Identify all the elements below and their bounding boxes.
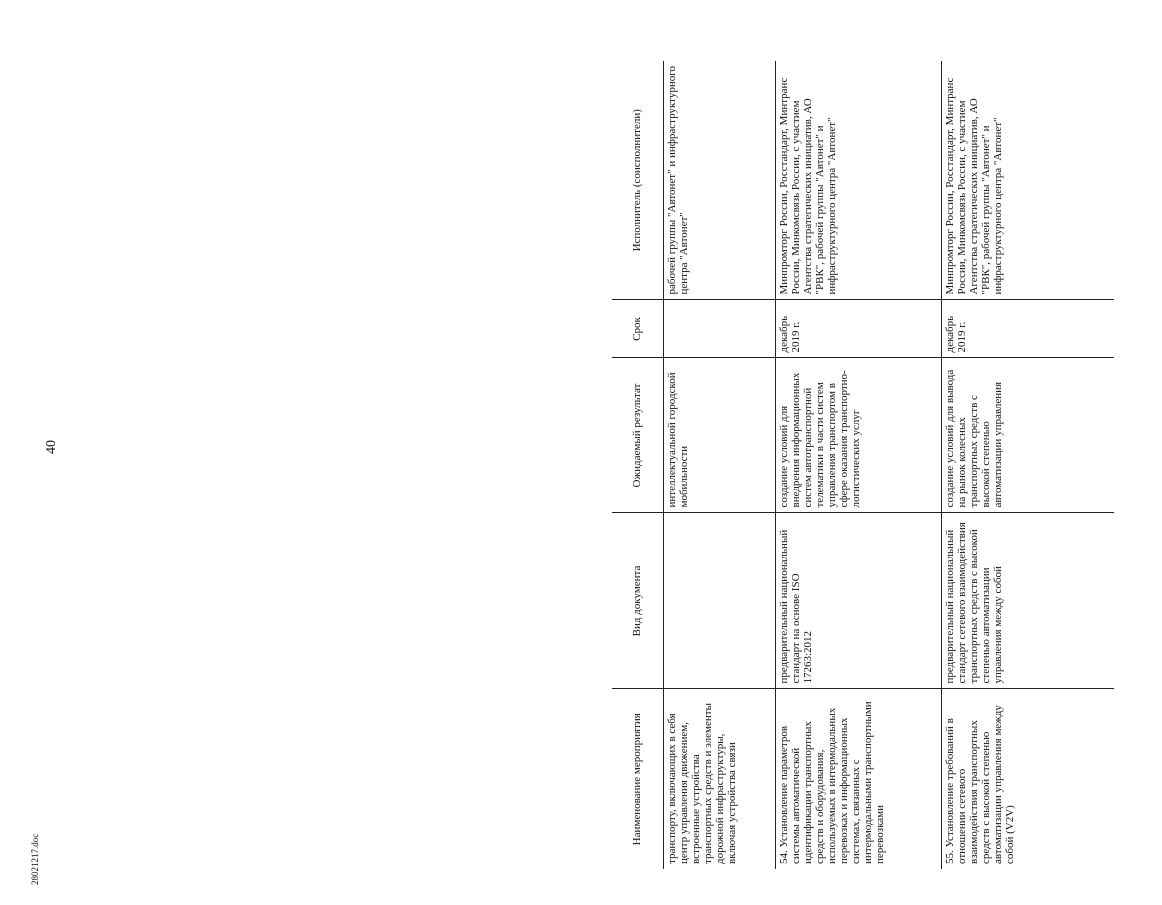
measures-table (612, 61, 1114, 869)
table-header-row (612, 61, 664, 869)
header-deadline: Срок (612, 300, 664, 358)
cell-executor: рабочей группы "Автонет" и инфраструктурного центра "Автонет" (664, 61, 776, 300)
cell-doc-type: предварительный национальный стандарт сетевого взаимодействия транспортных средств с высокой степенью автоматизации управления между собой (942, 513, 1115, 689)
cell-deadline: декабрь 2019 г. (776, 300, 942, 358)
cell-result: интеллектуальной городской мобильности (664, 358, 776, 513)
rotated-table-wrapper (612, 61, 1162, 869)
cell-doc-type: предварительный национальный стандарт на основе ISO 17263:2012 (776, 513, 942, 689)
header-doc-type: Вид документа (612, 513, 664, 689)
cell-deadline (664, 300, 776, 358)
page-number: 40 (44, 440, 59, 454)
table-row (664, 61, 776, 869)
cell-executor: Минпромторг России, Росстандарт, Минтранс России, Минкомсвязь России, с участием Агентства стратегических инициатив, АО "РВК", рабочей группы "Автонет" и инфраструктурного центра "Автонет" (776, 61, 942, 300)
cell-name: 55. Установление требований в отношении сетевого взаимодействия транспортных средств с высокой степенью автоматизации управления между собой (V2V) (942, 689, 1115, 869)
cell-result: создание условий для вывода на рынок колесных транспортных средств с высокой степенью автоматизации управления (942, 358, 1115, 513)
cell-deadline: декабрь 2019 г. (942, 300, 1115, 358)
cell-result: создание условий для внедрения информационных систем автотранспортной телематики в части систем управления транспортом в сфере оказания транспортно-логистических услуг (776, 358, 942, 513)
cell-executor: Минпромторг России, Росстандарт, Минтранс России, Минкомсвязь России, с участием Агентства стратегических инициатив, АО "РВК", рабочей группы "Автонет" и инфраструктурного центра "Автонет" (942, 61, 1115, 300)
table-row (776, 61, 942, 869)
cell-name: 54. Установление параметров системы автоматической идентификации транспортных средств и оборудования, используемых в интермодальных перевозках и информационных системах, связанных с интермодальными транспортными перевозками (776, 689, 942, 869)
cell-doc-type (664, 513, 776, 689)
header-name: Наименование мероприятия (612, 689, 664, 869)
header-result: Ожидаемый результат (612, 358, 664, 513)
footer-filename: 28021217.doc (30, 833, 40, 885)
cell-name: транспорту, включающих в себя центр управления движением, встроенные устройства транспортных средств и элементы дорожной инфраструктуры, включая устройства связи (666, 703, 738, 864)
header-executor: Исполнитель (соисполнители) (612, 61, 664, 300)
table-row (942, 61, 1115, 869)
